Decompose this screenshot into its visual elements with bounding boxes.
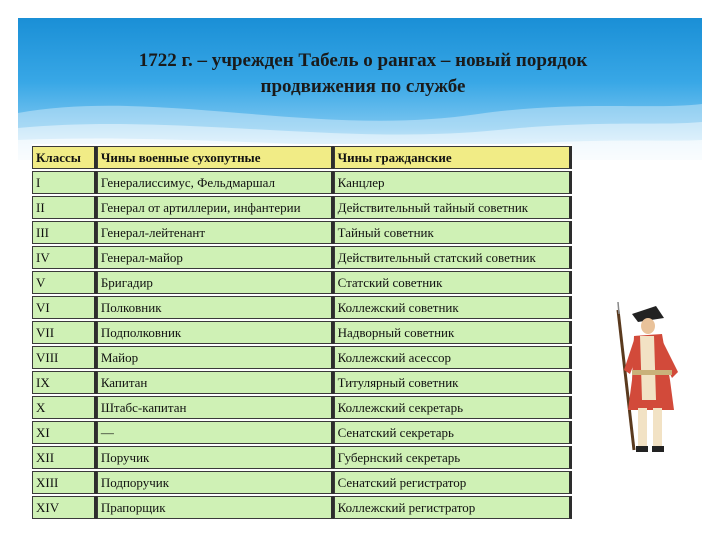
cell-military-rank: — xyxy=(97,421,334,444)
cell-class: VII xyxy=(32,321,97,344)
ranks-table xyxy=(32,144,572,521)
cell-military-rank: Подполковник xyxy=(97,321,334,344)
cell-military-rank: Полковник xyxy=(97,296,334,319)
table-row xyxy=(32,321,572,344)
table-row xyxy=(32,171,572,194)
cell-civil-rank: Сенатский регистратор xyxy=(334,471,572,494)
slide-title xyxy=(58,48,668,100)
cell-military-rank: Бригадир xyxy=(97,271,334,294)
table-row xyxy=(32,446,572,469)
cell-military-rank: Капитан xyxy=(97,371,334,394)
cell-military-rank: Генерал-майор xyxy=(97,246,334,269)
cell-civil-rank: Канцлер xyxy=(334,171,572,194)
cell-class: VI xyxy=(32,296,97,319)
cell-military-rank: Штабс-капитан xyxy=(97,396,334,419)
cell-class: IV xyxy=(32,246,97,269)
table-row xyxy=(32,221,572,244)
cell-military-rank: Майор xyxy=(97,346,334,369)
cell-class: X xyxy=(32,396,97,419)
table-row xyxy=(32,496,572,519)
table-row xyxy=(32,471,572,494)
cell-class: XIII xyxy=(32,471,97,494)
cell-military-rank: Генерал от артиллерии, инфантерии xyxy=(97,196,334,219)
cell-class: II xyxy=(32,196,97,219)
header-military-ranks: Чины военные сухопутные xyxy=(97,146,334,169)
cell-military-rank: Подпоручик xyxy=(97,471,334,494)
cell-class: IX xyxy=(32,371,97,394)
cell-civil-rank: Сенатский секретарь xyxy=(334,421,572,444)
cell-class: XII xyxy=(32,446,97,469)
cell-civil-rank: Надворный советник xyxy=(334,321,572,344)
table-row xyxy=(32,246,572,269)
table-row xyxy=(32,346,572,369)
cell-military-rank: Поручик xyxy=(97,446,334,469)
cell-military-rank: Прапорщик xyxy=(97,496,334,519)
header-civil-ranks: Чины гражданские xyxy=(334,146,572,169)
cell-civil-rank: Действительный тайный советник xyxy=(334,196,572,219)
table-row xyxy=(32,196,572,219)
cell-civil-rank: Статский советник xyxy=(334,271,572,294)
cell-class: XIV xyxy=(32,496,97,519)
table-of-ranks xyxy=(32,144,572,522)
cell-civil-rank: Титулярный советник xyxy=(334,371,572,394)
cell-civil-rank: Губернский секретарь xyxy=(334,446,572,469)
cell-military-rank: Генералиссимус, Фельдмаршал xyxy=(97,171,334,194)
table-row xyxy=(32,271,572,294)
cell-civil-rank: Тайный советник xyxy=(334,221,572,244)
table-row xyxy=(32,296,572,319)
cell-class: V xyxy=(32,271,97,294)
cell-class: XI xyxy=(32,421,97,444)
table-row xyxy=(32,371,572,394)
cell-class: I xyxy=(32,171,97,194)
header-classes: Классы xyxy=(32,146,97,169)
table-row xyxy=(32,396,572,419)
cell-civil-rank: Коллежский регистратор xyxy=(334,496,572,519)
cell-civil-rank: Коллежский секретарь xyxy=(334,396,572,419)
cell-civil-rank: Коллежский асессор xyxy=(334,346,572,369)
soldier-illustration xyxy=(604,300,694,466)
table-row xyxy=(32,421,572,444)
cell-class: VIII xyxy=(32,346,97,369)
table-body xyxy=(32,171,572,519)
cell-military-rank: Генерал-лейтенант xyxy=(97,221,334,244)
title-banner xyxy=(18,18,702,160)
slide-title-line-2: продвижения по службе xyxy=(260,76,466,97)
cell-civil-rank: Действительный статский советник xyxy=(334,246,572,269)
slide-title-line-1: 1722 г. – учрежден Табель о рангах – новый порядок xyxy=(138,50,588,71)
cell-class: III xyxy=(32,221,97,244)
table-header-row xyxy=(32,146,572,169)
cell-civil-rank: Коллежский советник xyxy=(334,296,572,319)
